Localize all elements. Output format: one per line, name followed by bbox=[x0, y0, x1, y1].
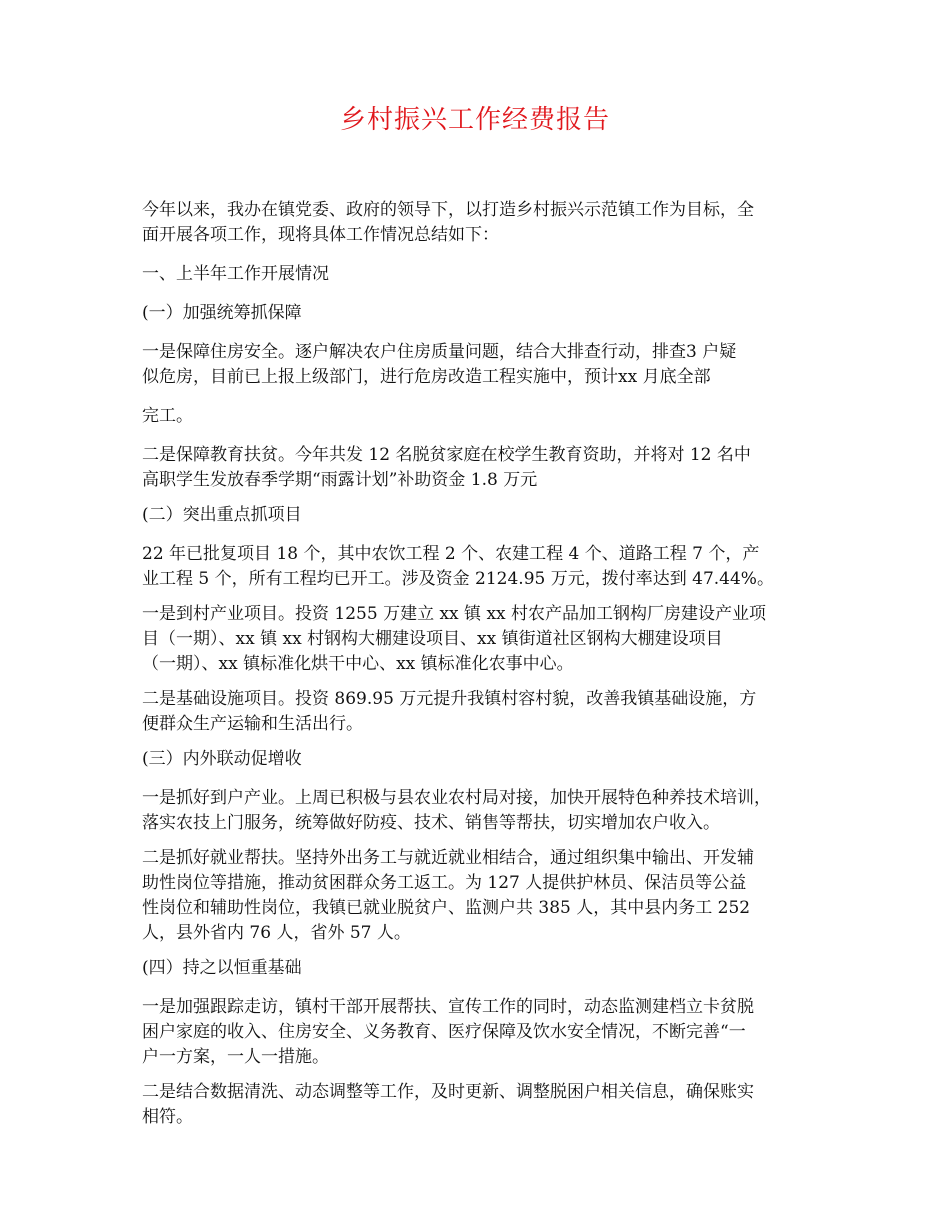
body-paragraph: 一是抓好到户产业。上周已积极与县农业农村局对接，加快开展特色种养技术培训， 落实农技上门服务，统筹做好防疫、技术、销售等帮扶，切实增加农户收入。 bbox=[142, 788, 771, 833]
body-paragraph: 一是加强跟踪走访，镇村干部开展帮扶、宣传工作的同时，动态监测建档立卡贫脱 困户家庭的收入、住房安全、义务教育、医疗保障及饮水安全情况，不断完善“一 户一方案，一人一措施。 bbox=[142, 997, 754, 1067]
section-heading-1: 一、上半年工作开展情况 bbox=[142, 264, 329, 284]
intro-paragraph: 今年以来，我办在镇党委、政府的领导下，以打造乡村振兴示范镇工作为目标，全 面开展各项工作，现将具体工作情况总结如下： bbox=[142, 200, 754, 245]
subsection-heading-3: (三）内外联动促增收 bbox=[142, 749, 302, 769]
body-paragraph: 二是基础设施项目。投资 869.95 万元提升我镇村容村貌，改善我镇基础设施，方 便群众生产运输和生活出行。 bbox=[142, 689, 757, 734]
body-paragraph: 二是抓好就业帮扶。坚持外出务工与就近就业相结合，通过组织集中输出、开发辅 助性岗位等措施，推动贫困群众务工返工。为 127 人提供护林员、保洁员等公益 性岗位和辅助性岗位，我镇已就业脱贫户、监测户共 385 人，其中县内务工 252 人，县外省内 76 人，省外 57 人。 bbox=[142, 848, 754, 943]
body-paragraph: 一是保障住房安全。逐户解决农户住房质量问题，结合大排查行动，排查3 户疑 似危房，目前已上报上级部门，进行危房改造工程实施中，预计xx 月底全部 bbox=[142, 342, 737, 387]
body-paragraph: 一是到村产业项目。投资 1255 万建立 xx 镇 xx 村农产品加工钢构厂房建设产业项 目（一期）、xx 镇 xx 村钢构大棚建设项目、xx 镇街道社区钢构大棚建设项目 （一期）、xx 镇标准化烘干中心、xx 镇标准化农事中心。 bbox=[142, 604, 767, 674]
body-paragraph: 完工。 bbox=[142, 406, 193, 426]
document-title: 乡村振兴工作经费报告 bbox=[339, 105, 610, 135]
body-paragraph: 二是保障教育扶贫。今年共发 12 名脱贫家庭在校学生教育资助，并将对 12 名中 高职学生发放春季学期“雨露计划”补助资金 1.8 万元 bbox=[142, 445, 751, 490]
body-paragraph: 22 年已批复项目 18 个，其中农饮工程 2 个、农建工程 4 个、道路工程 7 个，产 业工程 5 个，所有工程均已开工。涉及资金 2124.95 万元，拨付率达到 47.44%。 bbox=[142, 544, 774, 589]
subsection-heading-2: (二）突出重点抓项目 bbox=[142, 505, 302, 525]
subsection-heading-4: (四）持之以恒重基础 bbox=[142, 958, 302, 978]
subsection-heading-1: (一）加强统筹抓保障 bbox=[142, 303, 302, 323]
body-paragraph: 二是结合数据清洗、动态调整等工作，及时更新、调整脱困户相关信息，确保账实 相符。 bbox=[142, 1082, 754, 1127]
